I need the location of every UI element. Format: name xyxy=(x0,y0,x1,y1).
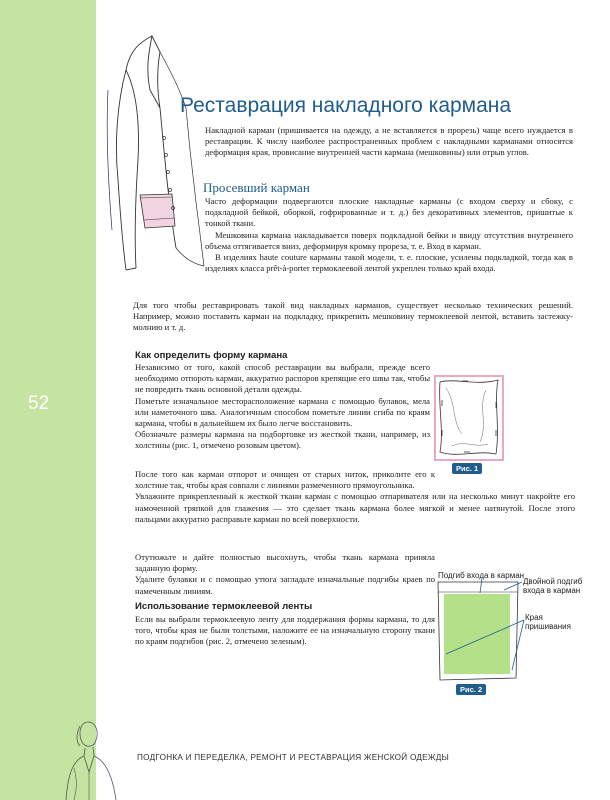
figure-1-badge: Рис. 1 xyxy=(452,463,482,474)
section-sagged-pocket-text xyxy=(205,196,573,274)
figure-2-label-top-fold: Подгиб входа в карман xyxy=(438,571,525,580)
paragraph: Независимо от того, какой способ реставрации вы выбрали, прежде всего необходимо отпороть карман, аккуратно распоров крепящие его швы так, чтобы не повредить ткань основной детали одежды. xyxy=(135,362,430,395)
section-pocket-shape-text-wide xyxy=(135,469,575,525)
page-title: Реставрация накладного кармана xyxy=(180,94,512,117)
paragraph: Отутюжьте и дайте полностью высохнуть, чтобы ткань кармана приняла заданную форму. xyxy=(135,552,435,574)
woman-figure-illustration xyxy=(58,712,128,800)
figure-2-label-edges: Края пришивания xyxy=(525,613,571,631)
section-pocket-shape-text xyxy=(135,362,430,452)
intro-paragraph: Накладной карман (пришивается на одежду, а не вставляется в прорезь) чаще всего нуждается в реставрации. К числу наиболее распространенных проблем с накладными карманами относятся деформация края, провисание внутренней части кармана (мешковины) или отрыв углов. xyxy=(205,125,573,158)
paragraph: Пометьте изначальное месторасположение кармана с помощью булавок, мела или наметочного шва. Аналогичным способом пометьте линии сгиба по краям кармана, чтобы в дальнейшем их было легче восстановить. xyxy=(135,395,430,429)
section-heading-pocket-shape: Как определить форму кармана xyxy=(135,350,288,361)
paragraph: Мешковина кармана накладывается поверх подкладной бейки и ввиду отсутствия внутреннего объема оттягивается вниз, деформируя кромку прореза, т. е. Вход в карман. xyxy=(205,229,573,251)
running-footer: ПОДГОНКА И ПЕРЕДЕЛКА, РЕМОНТ И РЕСТАВРАЦИЯ ЖЕНСКОЙ ОДЕЖДЫ xyxy=(137,753,449,762)
paragraph: Для того чтобы реставрировать такой вид накладных карманов, существует несколько технических решений. Например, можно поставить карман на подкладку, прикрепить мешковину термоклеевой лентой, вставить застежку-молнию и т. д. xyxy=(133,300,573,333)
paragraph: Часто деформации подвергаются плоские накладные карманы (с входом сверху и сбоку, с подкладной бейкой, оборкой, гофрированные и т. д.) без декоративных элементов, пришитые к тонкой ткани. xyxy=(205,196,573,229)
paragraph: Обозначьте размеры кармана на подбортовке из жесткой ткани, например, из холстины (рис. 1, отмечено розовым цветом). xyxy=(135,429,430,451)
section-heading-sagged-pocket: Просевший карман xyxy=(203,180,310,195)
paragraph: В изделиях haute couture карманы такой модели, т. е. плоские, усилены подкладкой, тогда как в изделиях класса prêt-à-porter термоклеевой лентой укреплен только край входа. xyxy=(205,252,573,274)
paragraph: Удалите булавки и с помощью утюга загладьте изначальные подгибы краев по намеченным линиям. xyxy=(135,574,435,596)
paragraph: Если вы выбрали термоклеевую ленту для поддержания формы кармана, то для того, чтобы края не были толстыми, наложите ее на изначальную сторону ткани по краям подгибов (рис. 2, отмечено зеленым). xyxy=(135,614,435,647)
figure-1-pocket-on-canvas xyxy=(432,372,508,464)
jacket-illustration xyxy=(100,30,208,285)
figure-2-badge: Рис. 2 xyxy=(456,684,486,695)
figure-2-label-double-fold: Двойной подгиб входа в карман xyxy=(523,577,583,595)
figure-2-pocket-with-tape xyxy=(432,578,528,684)
paragraph: После того как карман отпорот и очищен от старых ниток, приколите его к холстине так, чтобы края совпали с линиями размеченного прямоугольника. xyxy=(135,469,435,491)
paragraph: Увлажните прикрепленный к жесткой ткани карман с помощью отпаривателя или на несколько минут накройте его намоченной тряпкой для глажения — это сделает ткань кармана более мягкой и менее натянутой. После этого пальцами аккуратно расправьте карман по всей поверхности. xyxy=(135,491,575,524)
section-pocket-shape-text-end xyxy=(135,552,435,597)
page-number: 52 xyxy=(28,393,50,414)
section-heading-fusible-tape: Использование термоклеевой ленты xyxy=(135,601,313,612)
